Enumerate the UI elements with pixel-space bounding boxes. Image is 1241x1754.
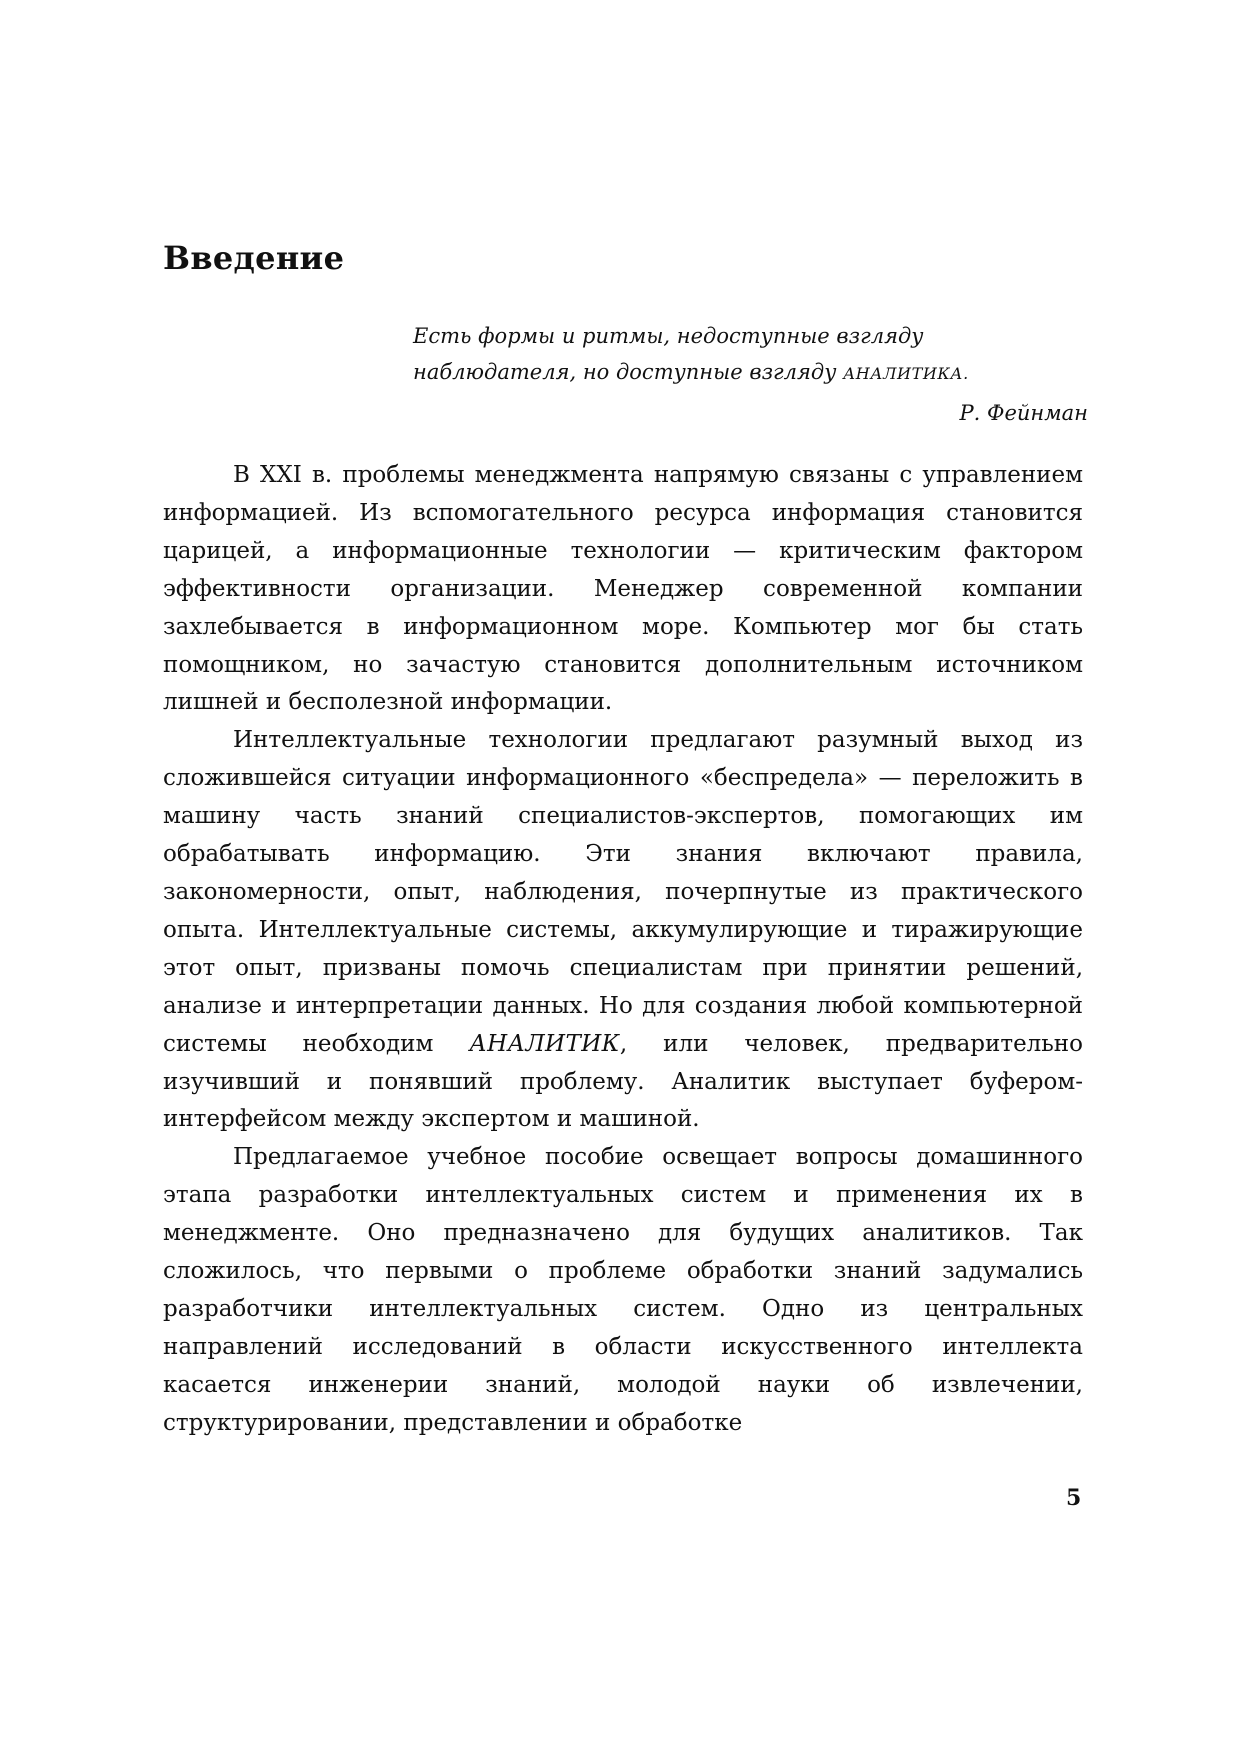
epigraph-caps-word: АНАЛИТИКА. xyxy=(843,364,969,383)
epigraph-author: Р. Фейнман xyxy=(959,401,1088,425)
epigraph-line-2-text: наблюдателя, но доступные взгляду xyxy=(413,360,844,384)
body-text xyxy=(163,457,1083,1443)
paragraph-2-end: , или человек, предварительно изучивший и понявший проблему. Аналитик выступает буфером-интерфейсом между экспертом и машиной. xyxy=(163,1030,1083,1133)
epigraph-line-2 xyxy=(413,354,1093,392)
paragraph-3: Предлагаемое учебное пособие освещает вопросы домашинного этапа разработки интеллектуальных систем и применения их в менеджменте. Оно предназначено для будущих аналитиков. Так сложилось, что первыми о проблеме обработки знаний задумались разработчики интеллектуальных систем. Одно из центральных направлений исследований в области искусственного интеллекта касается инженерии знаний, молодой науки об извлечении, структурировании, представлении и обработке xyxy=(163,1144,1083,1436)
epigraph-line-1: Есть формы и ритмы, недоступные взгляду xyxy=(413,324,924,348)
paragraph-2-start: Интеллектуальные технологии предлагают разумный выход из сложившейся ситуации информационного «беспредела» — переложить в машину часть знаний специалистов-экспертов, помогающих им обрабатывать информацию. Эти знания включают правила, закономерности, опыт, наблюдения, почерпнутые из практического опыта. Интеллектуальные системы, аккумулирующие и тиражирующие этот опыт, призваны помочь специалистам при принятии решений, анализе и интерпретации данных. Но для создания любой компьютерной системы необходим xyxy=(163,727,1083,1057)
paragraph-1: В XXI в. проблемы менеджмента напрямую связаны с управлением информацией. Из вспомогательного ресурса информация становится царицей, а информационные технологии — критическим фактором эффективности организации. Менеджер современной компании захлебывается в информационном море. Компьютер мог бы стать помощником, но зачастую становится дополнительным источником лишней и бесполезной информации. xyxy=(163,462,1083,716)
page-number: 5 xyxy=(1066,1485,1082,1511)
paragraph-2-emphasis: АНАЛИТИК xyxy=(469,1030,620,1057)
paragraph-2 xyxy=(163,722,1083,1139)
epigraph xyxy=(413,318,1093,431)
page-title: Введение xyxy=(163,239,345,277)
